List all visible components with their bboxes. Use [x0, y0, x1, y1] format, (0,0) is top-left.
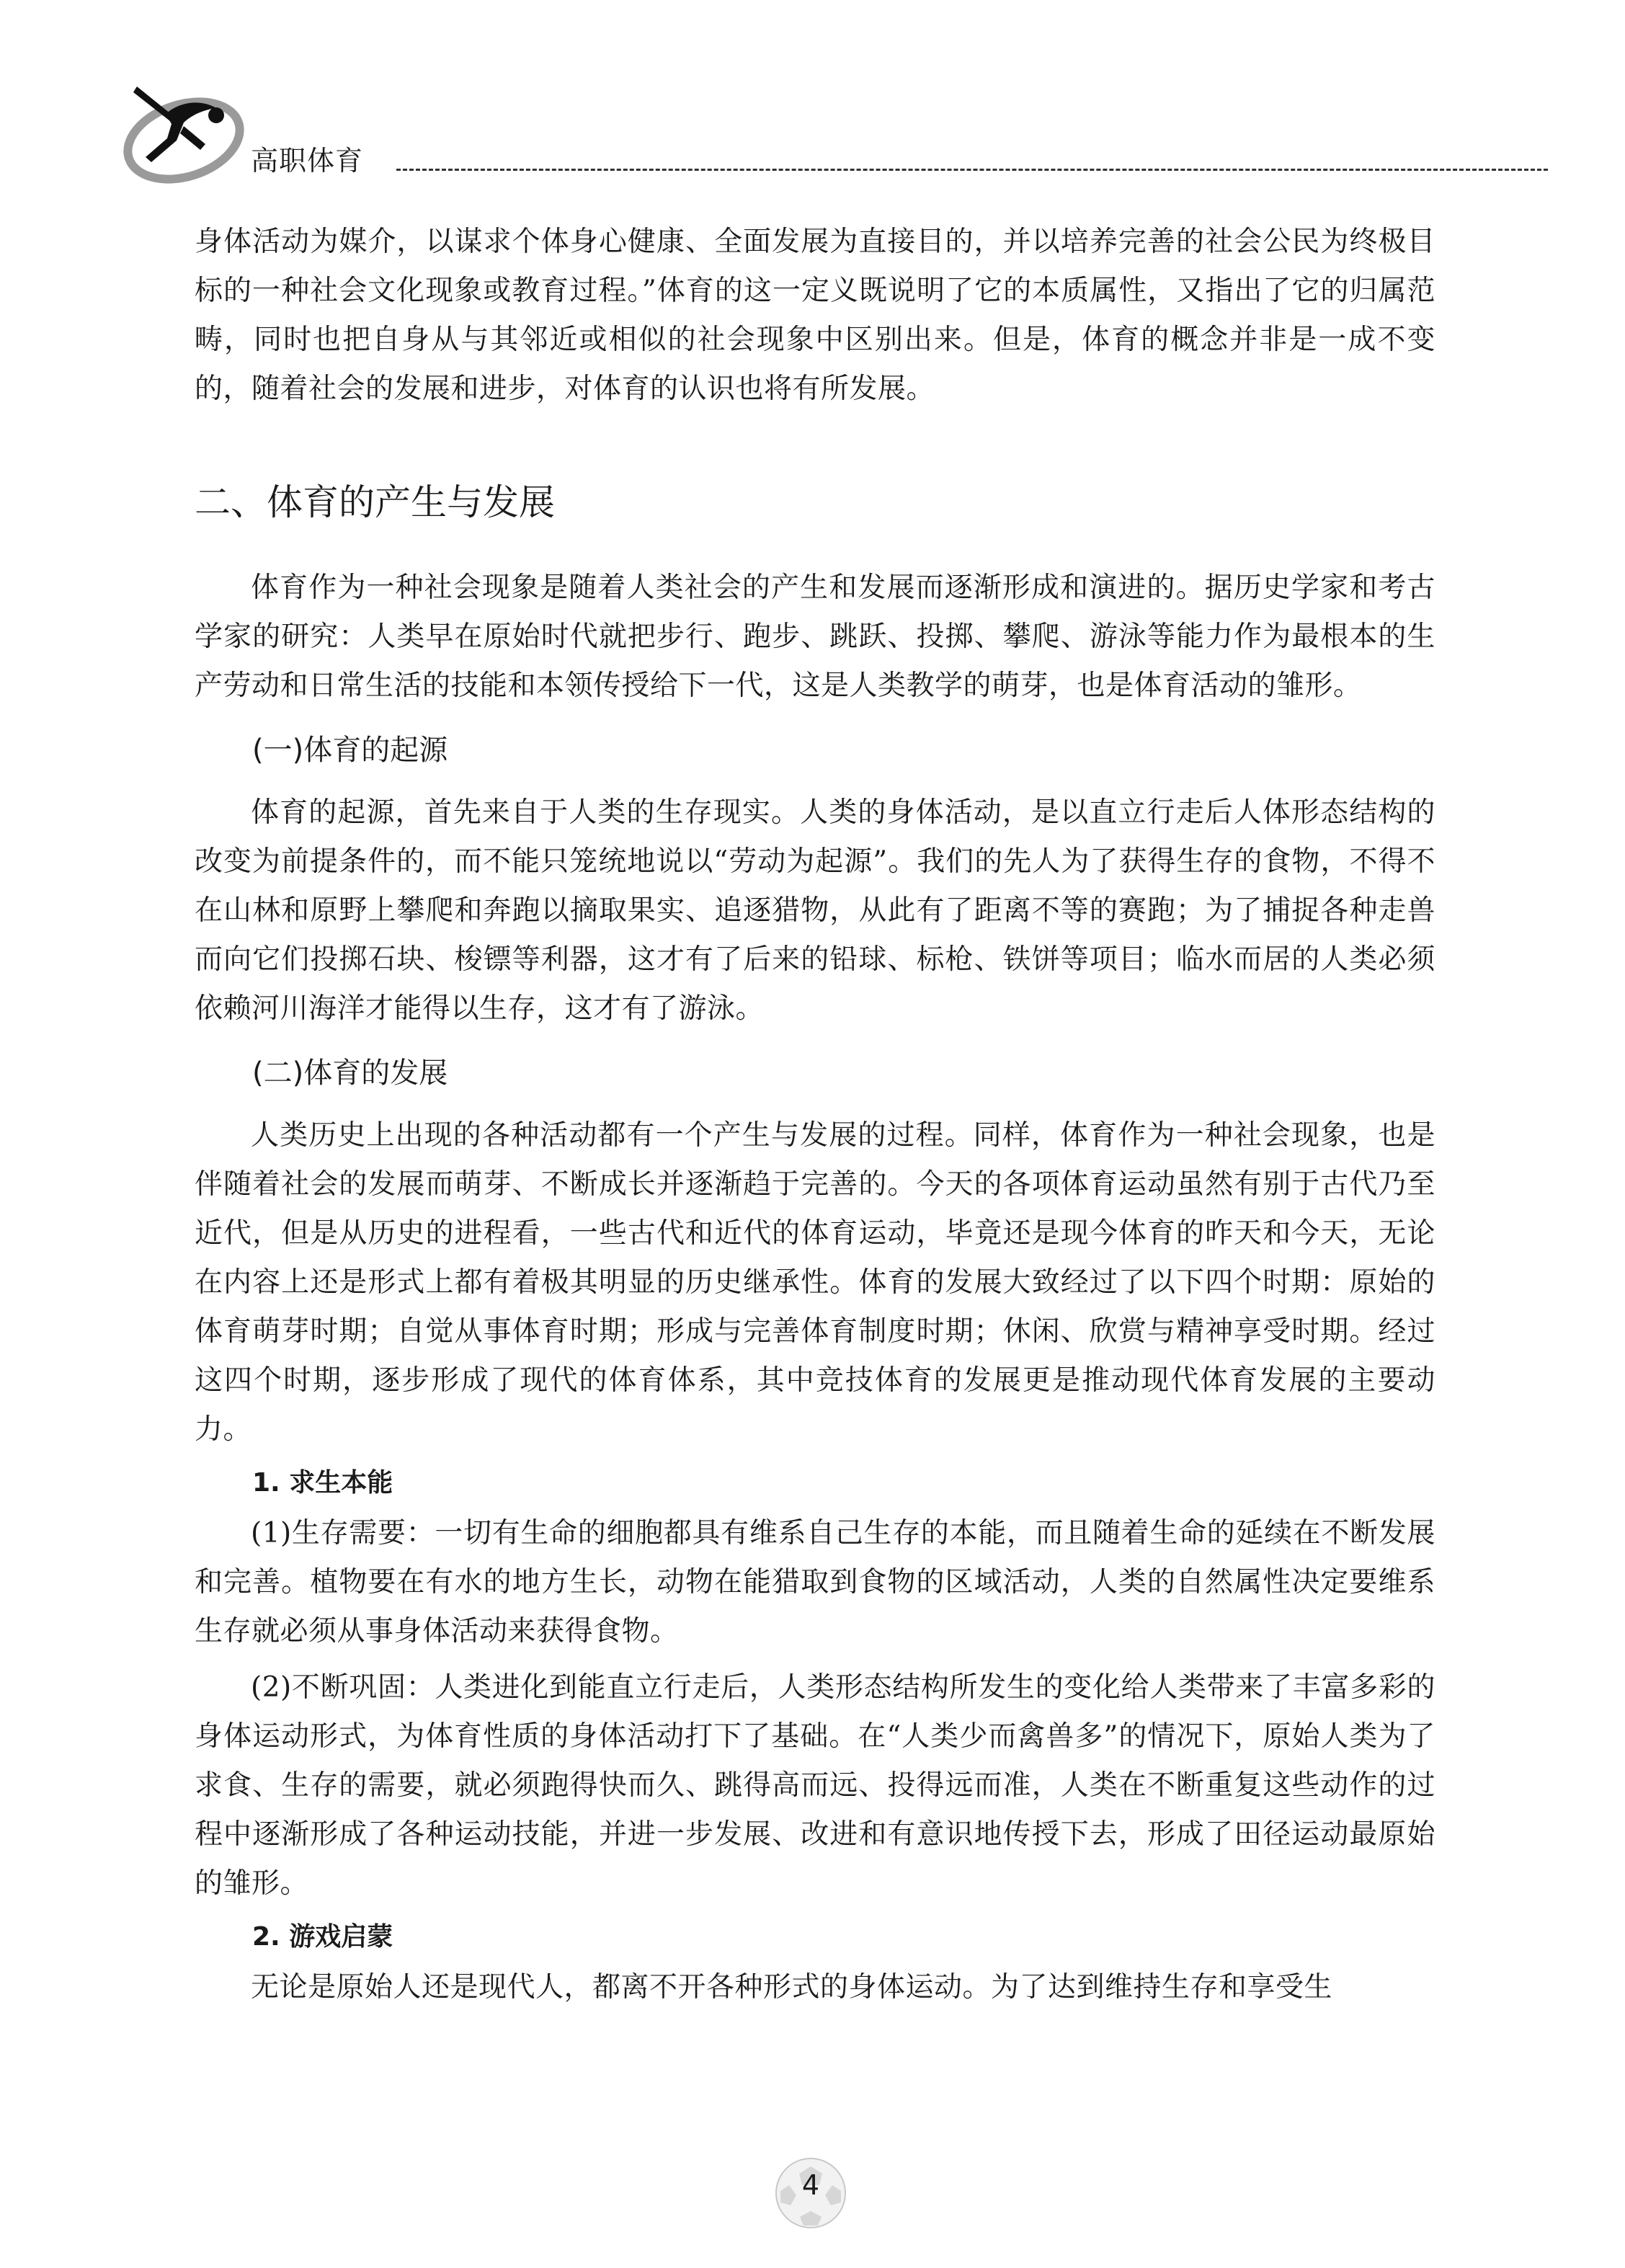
header-dashed-rule — [396, 169, 1548, 171]
paragraph-survival-needs: (1)生存需要：一切有生命的细胞都具有维系自己生存的本能，而且随着生命的延续在不断发展和完善。植物要在有水的地方生长，动物在能猎取到食物的区域活动，人类的自然属性决定要维系生存就必须从事身体活动来获得食物。 — [195, 1517, 1435, 1647]
paragraph-games: 无论是原始人还是现代人，都离不开各种形式的身体运动。为了达到维持生存和享受生 — [251, 1971, 1333, 2004]
page-body — [195, 218, 1435, 2019]
paragraph-intro: 体育作为一种社会现象是随着人类社会的产生和发展而逐渐形成和演进的。据历史学家和考古学家的研究：人类早在原始时代就把步行、跑步、跳跃、投掷、攀爬、游泳等能力作为最根本的生产劳动和日常生活的技能和本领传授给下一代，这是人类教学的萌芽，也是体育活动的雏形。 — [195, 572, 1435, 702]
item-title-survival: 1. 求生本能 — [252, 1468, 393, 1498]
speed-skater-logo-icon — [108, 72, 245, 187]
paragraph-definition-continued: 身体活动为媒介，以谋求个体身心健康、全面发展为直接目的，并以培养完善的社会公民为终极目标的一种社会文化现象或教育过程。”体育的这一定义既说明了它的本质属性，又指出了它的归属范畴，同时也把自身从与其邻近或相似的社会现象中区别出来。但是，体育的概念并非是一成不变的，随着社会的发展和进步，对体育的认识也将有所发展。 — [195, 226, 1435, 405]
page-header — [108, 72, 1448, 187]
page-number: 4 — [801, 2169, 820, 2201]
paragraph-origin: 体育的起源，首先来自于人类的生存现实。人类的身体活动，是以直立行走后人体形态结构的改变为前提条件的，而不能只笼统地说以“劳动为起源”。我们的先人为了获得生存的食物，不得不在山林和原野上攀爬和奔跑以摘取果实、追逐猎物，从此有了距离不等的赛跑；为了捕捉各种走兽而向它们投掷石块、梭镖等利器，这才有了后来的铅球、标枪、铁饼等项目；临水而居的人类必须依赖河川海洋才能得以生存，这才有了游泳。 — [195, 796, 1435, 1025]
subsection-title-development: (二)体育的发展 — [252, 1057, 448, 1090]
page-number-badge — [760, 2153, 861, 2233]
header-title: 高职体育 — [251, 145, 364, 177]
paragraph-development: 人类历史上出现的各种活动都有一个产生与发展的过程。同样，体育作为一种社会现象，也是伴随着社会的发展而萌芽、不断成长并逐渐趋于完善的。今天的各项体育运动虽然有别于古代乃至近代，但是从历史的进程看，一些古代和近代的体育运动，毕竟还是现今体育的昨天和今天，无论在内容上还是形式上都有着极其明显的历史继承性。体育的发展大致经过了以下四个时期：原始的体育萌芽时期；自觉从事体育时期；形成与完善体育制度时期；休闲、欣赏与精神享受时期。经过这四个时期，逐步形成了现代的体育体系，其中竞技体育的发展更是推动现代体育发展的主要动力。 — [195, 1119, 1435, 1446]
paragraph-consolidation: (2)不断巩固：人类进化到能直立行走后，人类形态结构所发生的变化给人类带来了丰富多彩的身体运动形式，为体育性质的身体活动打下了基础。在“人类少而禽兽多”的情况下，原始人类为了求食、生存的需要，就必须跑得快而久、跳得高而远、投得远而准，人类在不断重复这些动作的过程中逐渐形成了各种运动技能，并进一步发展、改进和有意识地传授下去，形成了田径运动最原始的雏形。 — [195, 1671, 1435, 1900]
item-title-games: 2. 游戏启蒙 — [252, 1922, 393, 1952]
subsection-title-origin: (一)体育的起源 — [252, 734, 448, 767]
section-title: 二、体育的产生与发展 — [195, 481, 555, 523]
